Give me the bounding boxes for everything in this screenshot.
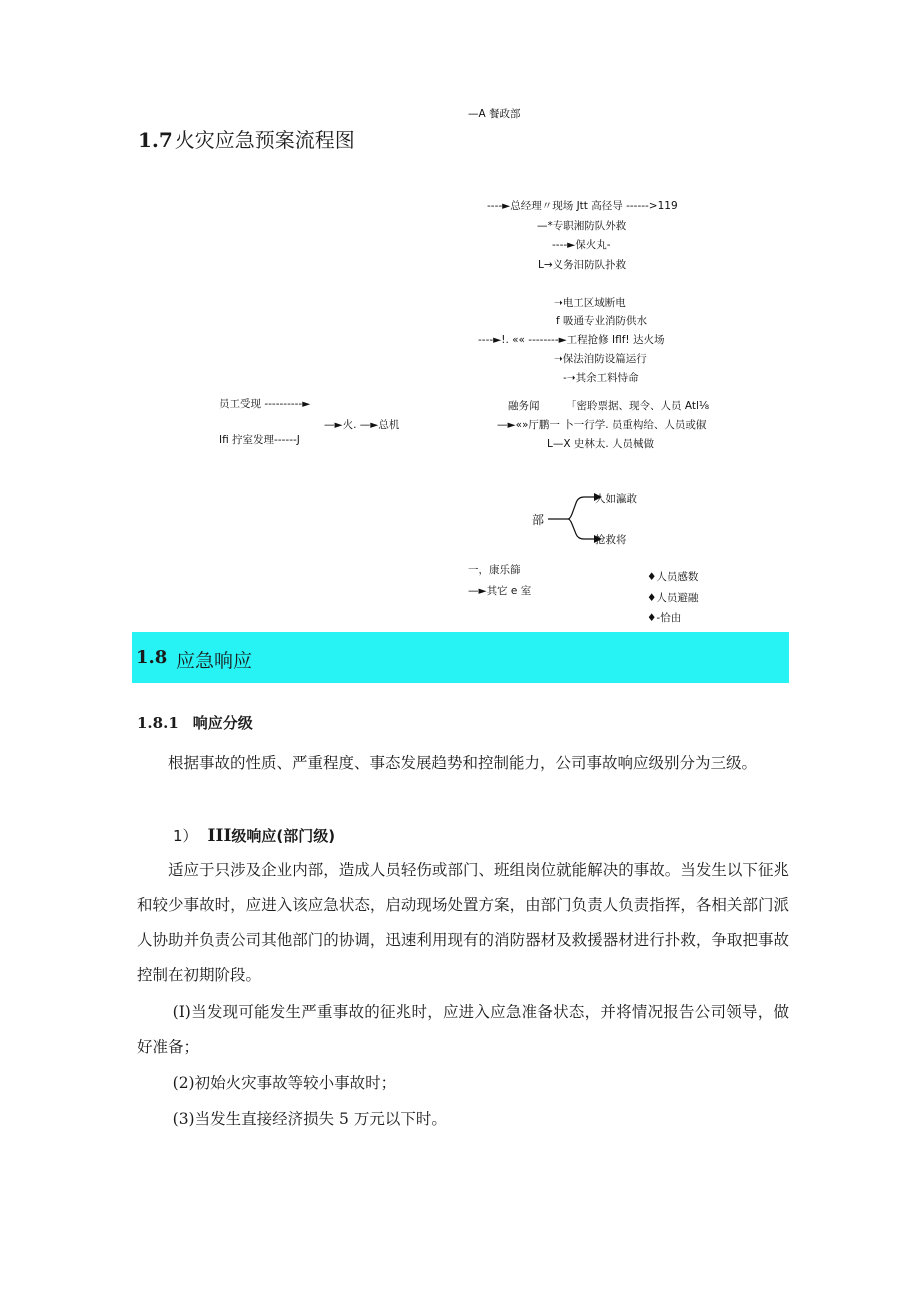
flow-g3-line1: 「密聆票据、现令、人员 Atl⅛: [566, 400, 710, 412]
flow-g1-line2: —*专职湘防队外救: [537, 220, 627, 232]
section-title: 火灾应急预案流程图: [174, 128, 355, 152]
flow-g2-line1: ➝电工区域断电: [554, 297, 626, 309]
section-number: 1.8: [136, 647, 168, 668]
section-1-7-heading: [138, 124, 355, 153]
flow-g4-line1: 一，康乐篩: [468, 564, 521, 576]
flow-g2-line3: ----►!. «« --------►工程抢修 Iflf! 达火场: [478, 334, 665, 346]
level-prefix: 1）: [173, 827, 198, 845]
flow-g1-line4: L→义务汨防队扑救: [538, 259, 627, 271]
branch-top: 人如瀛敢: [595, 493, 637, 505]
list-item: (I)当发现可能发生严重事故的征兆时，应进入应急准备状态，并将情况报告公司领导，做好准备；: [137, 1003, 789, 1056]
flow-g3-label: 融务闻: [508, 400, 540, 412]
branch-bottom: 抢救将: [595, 534, 627, 546]
flow-g2-line5: -➝其余工料恃命: [563, 372, 639, 384]
subsection-title: 响应分级: [192, 714, 253, 732]
section-1-8-1-heading: [137, 712, 253, 733]
flow-g3-line2: —►«»厅鹏一 卜一行学. 员重构给、人员或俶: [497, 419, 707, 431]
level-label: 级响应(部门级): [231, 827, 336, 845]
level-roman: III: [207, 826, 232, 846]
branch-root: 部: [532, 513, 545, 527]
flow-top-label: —A 餐政部: [468, 108, 521, 120]
flow-left-line2: —►火. —►总机: [324, 419, 400, 431]
flow-g5-line2: ♦人员避融: [647, 592, 699, 604]
flow-g1-line3: ----►保火丸-: [552, 239, 611, 251]
section-title: 应急响应: [176, 650, 253, 672]
flow-left-line3: Ifi 拧室发理------J: [219, 434, 300, 446]
flow-g5-line1: ♦人员感数: [647, 571, 699, 583]
flow-g2-line2: f 吸通专业消防供水: [556, 315, 648, 327]
list-item: (2)初始火灾事故等较小事故时；: [172, 1074, 397, 1092]
subsection-number: 1.8.1: [137, 714, 179, 732]
list-item: (3)当发生直接经济损失 5 万元以下时。: [172, 1110, 447, 1128]
flow-g5-line3: ♦-恰由: [647, 612, 682, 624]
flow-left-line1: 员工受现 ----------►: [219, 398, 311, 410]
level-3-heading: [173, 825, 335, 846]
flow-g1-line1: ----►总经理〃现场 Jtt 高径导 ------>119: [487, 200, 678, 212]
section-number: 1.7: [138, 128, 173, 152]
branch-upper: [568, 497, 594, 519]
flow-g2-line4: ➝保法洎防设篇运行: [554, 353, 647, 365]
branch-lower: [568, 519, 594, 539]
intro-paragraph: 根据事故的性质、严重程度、事态发展趋势和控制能力，公司事故响应级别分为三级。: [168, 754, 758, 772]
level-3-description: 适应于只涉及企业内部，造成人员轻伤或部门、班组岗位就能解决的事故。当发生以下征兆和较少事故时，应进入该应急状态，启动现场处置方案，由部门负责人负责指挥，各相关部门派人协助并负责公司其他部门的协调，迅速利用现有的消防器材及救援器材进行扑救，争取把事故控制在初期阶段。: [137, 861, 789, 984]
section-1-8-banner: [132, 632, 789, 683]
flow-g4-line2: —►其它 e 室: [468, 585, 532, 597]
flow-g3-line3: L—X 史林太. 人员械做: [547, 438, 655, 450]
